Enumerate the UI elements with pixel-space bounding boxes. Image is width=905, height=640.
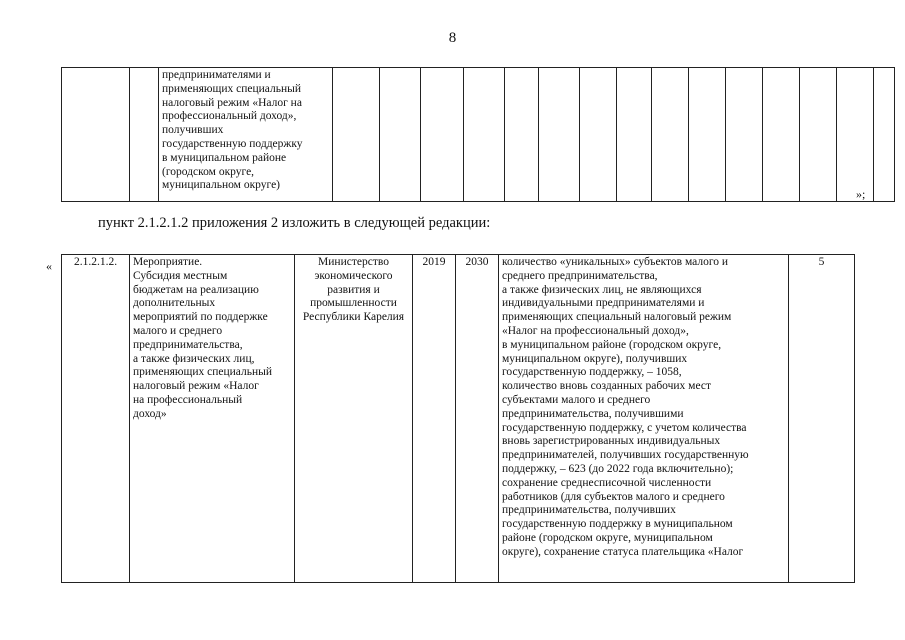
empty-cell [421,68,464,202]
executor-cell [295,255,413,583]
empty-cell [333,68,380,202]
empty-cell [874,68,895,202]
empty-cell [539,68,580,202]
indicator-value: 5 [818,256,825,268]
empty-cell [464,68,505,202]
table-row [62,255,855,583]
empty-cell [580,68,617,202]
page-number: 8 [448,30,457,46]
start-year: 2019 [422,256,446,268]
number-cell [62,255,130,583]
result-text: количество «уникальных» субъектов малого и среднего предпринимательства, а также физических лиц, не являющихся индивидуальными предпринимателями и применяющих специальный налоговый режим «Налог на профессиональный доход», в муниципальном районе (городском округе, муниципальном округе), получивших государственную поддержку, – 1058, количество вновь созданных рабочих мест субъектами малого и среднего предпринимательства, получившими государственную поддержку, с учетом количества вновь зарегистрированных индивидуальных предпринимателей, получивших государственную поддержку, – 623 (до 2022 года включительно); сохранение среднесписочной численности работников (для субъектов малого и среднего предпринимательства, получивших государственную поддержку в муниципальном районе (городском округе, муниципальном округе), сохранение статуса плательщика «Налог [502,256,749,558]
start-year-cell [413,255,456,583]
row-number: 2.1.2.1.2. [73,256,118,268]
empty-cell [380,68,421,202]
description-text: предпринимателями и применяющих специальный налоговый режим «Налог на профессиональный доход», получивших государственную поддержку в муниципальном районе (городском округе, муниципальном округе) [162,69,303,192]
empty-cell [130,68,159,202]
measure-cell [130,255,295,583]
end-year: 2030 [465,256,489,268]
result-cell [499,255,789,583]
amended-table [61,254,855,583]
amendment-instruction: пункт 2.1.2.1.2 приложения 2 изложить в следующей редакции: [98,215,491,231]
table-row [62,68,895,202]
empty-cell [689,68,726,202]
closing-quote: »; [856,187,866,201]
empty-cell [800,68,837,202]
executor-text: Министерство экономического развития и промышленности Республики Карелия [302,256,405,324]
description-cell [159,68,333,202]
empty-cell [837,68,874,202]
previous-table-fragment [61,67,895,202]
empty-cell [652,68,689,202]
empty-cell [62,68,130,202]
measure-text: Мероприятие. Субсидия местным бюджетам на реализацию дополнительных мероприятий по поддержке малого и среднего предпринимательства, а также физических лиц, применяющих специальный налоговый режим «Налог на профессиональный доход» [133,256,273,420]
indicator-cell [789,255,855,583]
empty-cell [763,68,800,202]
empty-cell [617,68,652,202]
empty-cell [726,68,763,202]
opening-quote: « [46,259,52,273]
empty-cell [505,68,539,202]
end-year-cell [456,255,499,583]
